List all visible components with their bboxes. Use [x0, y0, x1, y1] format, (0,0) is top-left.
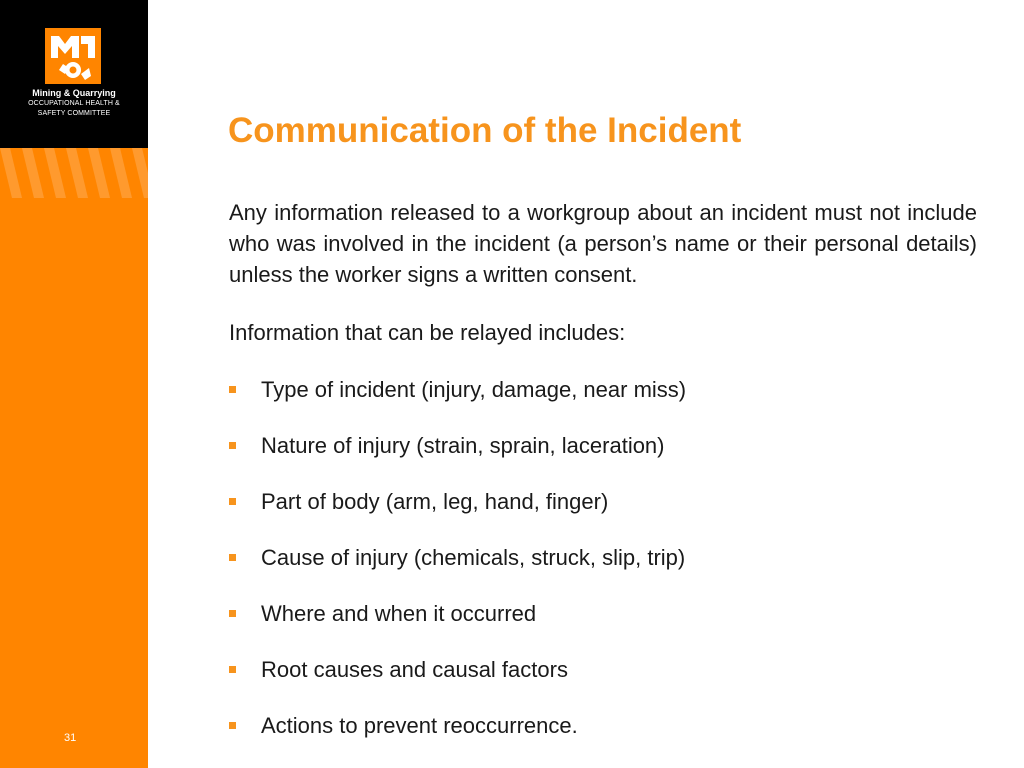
list-item: [229, 542, 977, 573]
list-item-text: Actions to prevent reoccurrence.: [261, 713, 578, 738]
diagonal-stripes-decoration: [0, 148, 148, 198]
square-bullet-icon: [229, 442, 236, 449]
list-item: [229, 486, 977, 517]
square-bullet-icon: [229, 386, 236, 393]
list-item: [229, 654, 977, 685]
list-item: [229, 710, 977, 741]
list-intro: Information that can be relayed includes:: [229, 320, 626, 345]
list-item: [229, 374, 977, 405]
logo-text: [0, 88, 148, 119]
bullet-list: [229, 374, 977, 741]
square-bullet-icon: [229, 722, 236, 729]
logo-title: Mining & Quarrying: [32, 88, 116, 98]
list-item: [229, 598, 977, 629]
list-item-text: Type of incident (injury, damage, near miss): [261, 377, 687, 402]
logo-box: [0, 0, 148, 148]
logo-subtitle-line2: SAFETY COMMITTEE: [37, 110, 111, 117]
logo-subtitle-line1: OCCUPATIONAL HEALTH &: [28, 100, 120, 107]
slide-title: Communication of the Incident: [228, 111, 742, 150]
list-item-text: Cause of injury (chemicals, struck, slip, trip): [261, 545, 686, 570]
list-item-text: Part of body (arm, leg, hand, finger): [261, 489, 609, 514]
square-bullet-icon: [229, 610, 236, 617]
mining-quarrying-logo-icon: [45, 28, 101, 84]
square-bullet-icon: [229, 554, 236, 561]
square-bullet-icon: [229, 666, 236, 673]
square-bullet-icon: [229, 498, 236, 505]
intro-paragraph: Any information released to a workgroup about an incident must not include who was involved in the incident (a person’s name or their personal details) unless the worker signs a written consent.: [229, 200, 977, 287]
list-item-text: Root causes and causal factors: [261, 657, 568, 682]
slide-content: [229, 197, 977, 766]
list-item-text: Nature of injury (strain, sprain, laceration): [261, 433, 665, 458]
list-item: [229, 430, 977, 461]
list-item-text: Where and when it occurred: [261, 601, 537, 626]
page-number: 31: [64, 732, 77, 744]
orange-sidebar: [0, 0, 148, 768]
